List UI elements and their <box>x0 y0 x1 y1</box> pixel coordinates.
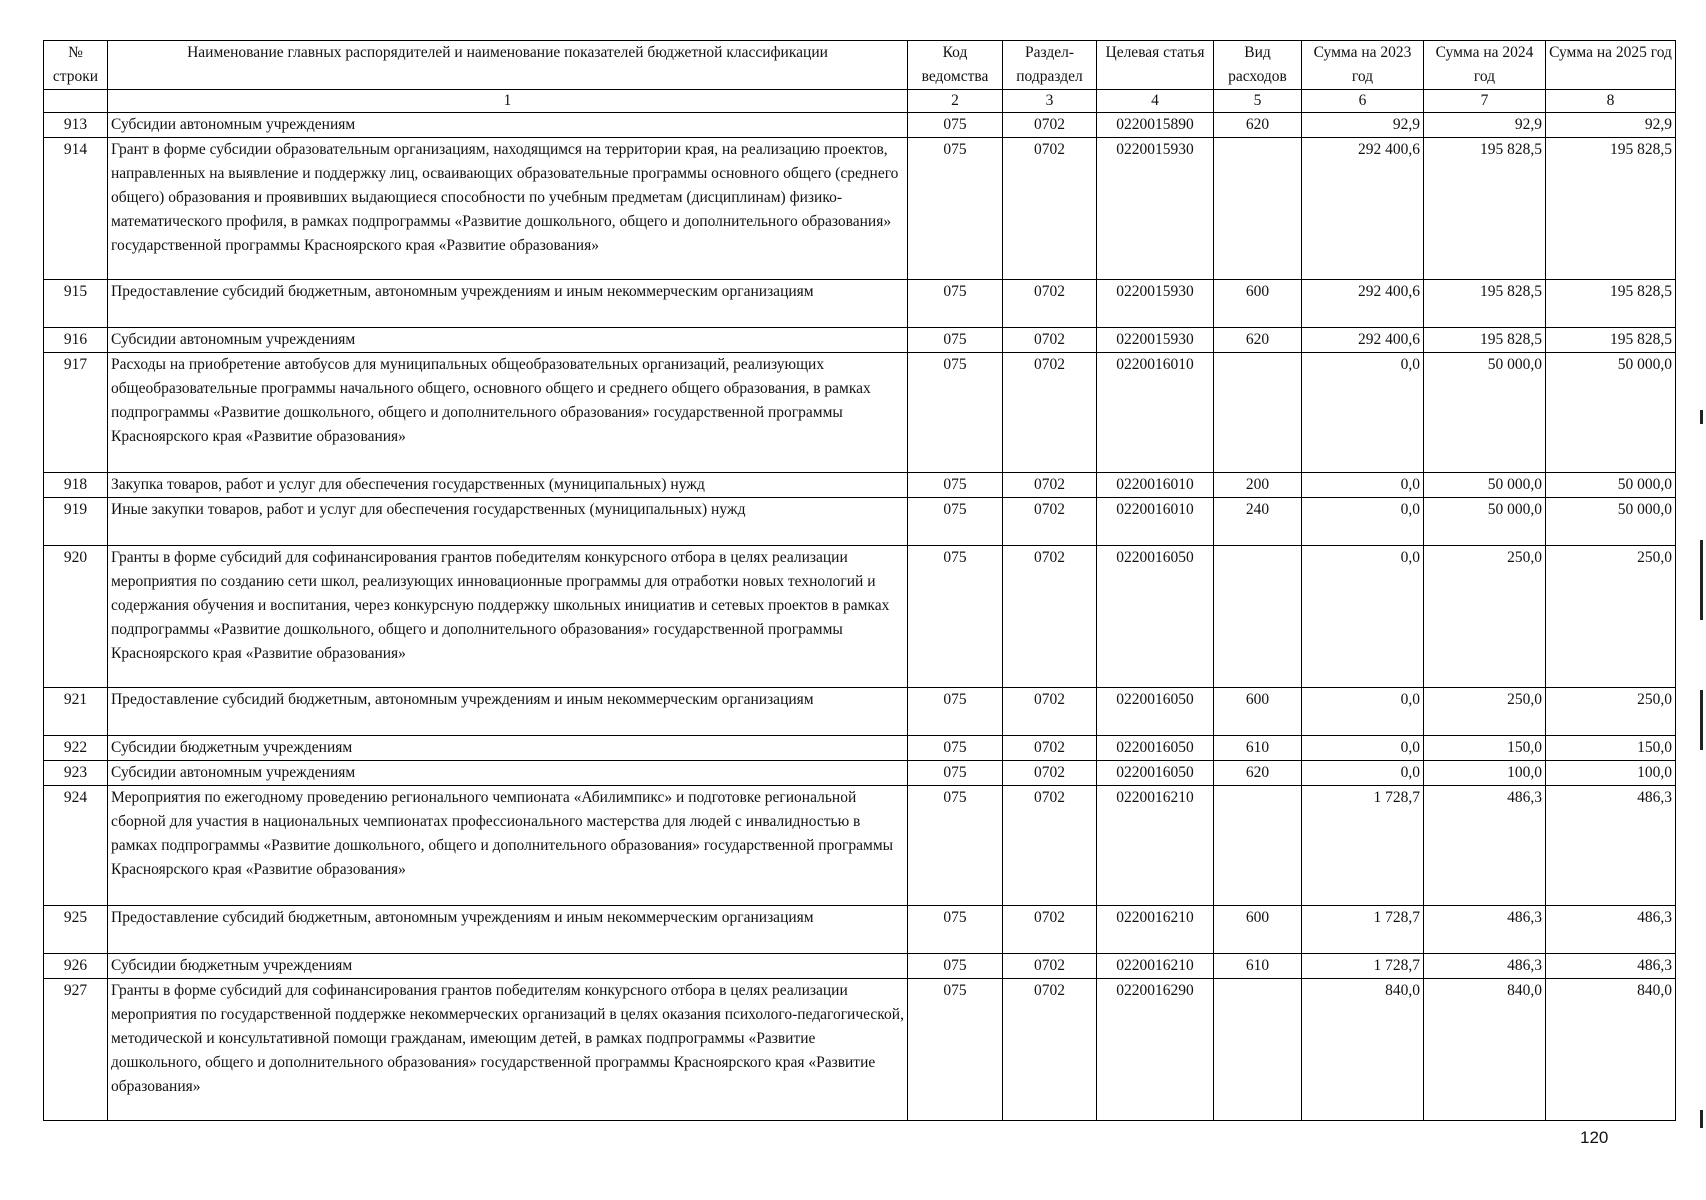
row-sum-2023: 292 400,6 <box>1302 138 1424 280</box>
column-number: 8 <box>1546 90 1676 113</box>
table-row <box>44 328 1676 353</box>
row-section: 0702 <box>1003 546 1097 688</box>
row-sum-2025: 486,3 <box>1546 954 1676 979</box>
row-sum-2025: 486,3 <box>1546 906 1676 954</box>
header-name: Наименование главных распорядителей и наименование показателей бюджетной классификации <box>108 41 908 90</box>
header-target: Целевая статья <box>1097 41 1214 90</box>
row-target: 0220016010 <box>1097 473 1214 498</box>
row-dept-code: 075 <box>908 498 1003 546</box>
row-number: 916 <box>44 328 108 353</box>
row-name: Предоставление субсидий бюджетным, автономным учреждениям и иным некоммерческим организациям <box>108 906 908 954</box>
row-sum-2024: 486,3 <box>1424 786 1546 906</box>
row-sum-2025: 250,0 <box>1546 688 1676 736</box>
row-name: Субсидии бюджетным учреждениям <box>108 954 908 979</box>
scan-edge-mark <box>1700 410 1703 424</box>
row-dept-code: 075 <box>908 688 1003 736</box>
row-sum-2024: 92,9 <box>1424 113 1546 138</box>
row-name: Грант в форме субсидии образовательным организациям, находящимся на территории края, на реализацию проектов, направленных на выявление и поддержку лиц, осваивающих образовательные программы основного общего (среднего общего) образования и проявивших выдающиеся способности по учебным предметам (дисциплинам) физико-математического профиля, в рамках подпрограммы «Развитие дошкольного, общего и дополнительного образования» государственной программы Красноярского края «Развитие образования» <box>108 138 908 280</box>
row-sum-2023: 0,0 <box>1302 546 1424 688</box>
table-row <box>44 138 1676 280</box>
row-section: 0702 <box>1003 688 1097 736</box>
row-dept-code: 075 <box>908 761 1003 786</box>
row-sum-2025: 150,0 <box>1546 736 1676 761</box>
row-target: 0220016050 <box>1097 546 1214 688</box>
row-dept-code: 075 <box>908 353 1003 473</box>
scan-edge-mark <box>1700 690 1703 750</box>
row-sum-2023: 0,0 <box>1302 736 1424 761</box>
row-target: 0220016050 <box>1097 688 1214 736</box>
row-sum-2023: 292 400,6 <box>1302 328 1424 353</box>
row-sum-2025: 50 000,0 <box>1546 498 1676 546</box>
row-exp-type <box>1214 353 1302 473</box>
row-dept-code: 075 <box>908 546 1003 688</box>
row-sum-2024: 50 000,0 <box>1424 473 1546 498</box>
row-sum-2025: 195 828,5 <box>1546 328 1676 353</box>
row-section: 0702 <box>1003 736 1097 761</box>
row-target: 0220015930 <box>1097 138 1214 280</box>
row-target: 0220016290 <box>1097 979 1214 1121</box>
row-exp-type <box>1214 138 1302 280</box>
column-number: 5 <box>1214 90 1302 113</box>
row-section: 0702 <box>1003 328 1097 353</box>
header-exp-type: Вид расходов <box>1214 41 1302 90</box>
row-section: 0702 <box>1003 353 1097 473</box>
table-row <box>44 473 1676 498</box>
row-dept-code: 075 <box>908 736 1003 761</box>
row-number: 919 <box>44 498 108 546</box>
row-sum-2023: 92,9 <box>1302 113 1424 138</box>
row-section: 0702 <box>1003 979 1097 1121</box>
row-target: 0220016050 <box>1097 761 1214 786</box>
row-exp-type: 600 <box>1214 906 1302 954</box>
header-section: Раздел-подраздел <box>1003 41 1097 90</box>
row-name: Предоставление субсидий бюджетным, автономным учреждениям и иным некоммерческим организациям <box>108 280 908 328</box>
header-dept-code: Код ведомства <box>908 41 1003 90</box>
row-sum-2025: 50 000,0 <box>1546 353 1676 473</box>
column-number: 7 <box>1424 90 1546 113</box>
budget-table <box>43 40 1676 1121</box>
row-exp-type <box>1214 786 1302 906</box>
row-sum-2025: 486,3 <box>1546 786 1676 906</box>
table-header <box>44 41 1676 113</box>
row-exp-type: 600 <box>1214 688 1302 736</box>
table-row <box>44 979 1676 1121</box>
row-number: 926 <box>44 954 108 979</box>
row-number: 917 <box>44 353 108 473</box>
row-sum-2024: 840,0 <box>1424 979 1546 1121</box>
table-row <box>44 546 1676 688</box>
row-sum-2023: 0,0 <box>1302 688 1424 736</box>
row-sum-2024: 486,3 <box>1424 954 1546 979</box>
column-number: 1 <box>108 90 908 113</box>
row-sum-2023: 1 728,7 <box>1302 786 1424 906</box>
row-sum-2025: 195 828,5 <box>1546 280 1676 328</box>
column-number: 2 <box>908 90 1003 113</box>
row-section: 0702 <box>1003 138 1097 280</box>
row-dept-code: 075 <box>908 113 1003 138</box>
row-target: 0220015930 <box>1097 280 1214 328</box>
row-dept-code: 075 <box>908 954 1003 979</box>
row-exp-type: 610 <box>1214 736 1302 761</box>
header-sum-2023: Сумма на 2023 год <box>1302 41 1424 90</box>
row-name: Предоставление субсидий бюджетным, автономным учреждениям и иным некоммерческим организациям <box>108 688 908 736</box>
row-target: 0220015890 <box>1097 113 1214 138</box>
row-target: 0220016050 <box>1097 736 1214 761</box>
row-exp-type: 240 <box>1214 498 1302 546</box>
column-number: 4 <box>1097 90 1214 113</box>
row-name: Иные закупки товаров, работ и услуг для обеспечения государственных (муниципальных) нужд <box>108 498 908 546</box>
row-number: 924 <box>44 786 108 906</box>
row-dept-code: 075 <box>908 906 1003 954</box>
row-name: Субсидии автономным учреждениям <box>108 328 908 353</box>
column-number-blank <box>44 90 108 113</box>
row-dept-code: 075 <box>908 473 1003 498</box>
table-row <box>44 954 1676 979</box>
row-section: 0702 <box>1003 761 1097 786</box>
row-number: 915 <box>44 280 108 328</box>
row-dept-code: 075 <box>908 280 1003 328</box>
row-sum-2024: 100,0 <box>1424 761 1546 786</box>
row-exp-type: 620 <box>1214 761 1302 786</box>
row-sum-2025: 100,0 <box>1546 761 1676 786</box>
row-number: 914 <box>44 138 108 280</box>
row-number: 925 <box>44 906 108 954</box>
row-section: 0702 <box>1003 280 1097 328</box>
row-sum-2023: 1 728,7 <box>1302 954 1424 979</box>
scan-edge-mark <box>1700 540 1703 620</box>
row-number: 921 <box>44 688 108 736</box>
row-dept-code: 075 <box>908 328 1003 353</box>
table-row <box>44 498 1676 546</box>
row-sum-2023: 0,0 <box>1302 498 1424 546</box>
row-sum-2023: 1 728,7 <box>1302 906 1424 954</box>
table-body <box>44 113 1676 1121</box>
row-sum-2024: 250,0 <box>1424 546 1546 688</box>
row-name: Субсидии бюджетным учреждениям <box>108 736 908 761</box>
row-target: 0220016210 <box>1097 906 1214 954</box>
row-section: 0702 <box>1003 113 1097 138</box>
row-exp-type <box>1214 979 1302 1121</box>
table-row <box>44 353 1676 473</box>
row-target: 0220016010 <box>1097 353 1214 473</box>
row-section: 0702 <box>1003 786 1097 906</box>
row-name: Закупка товаров, работ и услуг для обеспечения государственных (муниципальных) нужд <box>108 473 908 498</box>
row-target: 0220016210 <box>1097 954 1214 979</box>
row-name: Расходы на приобретение автобусов для муниципальных общеобразовательных организаций, реализующих общеобразовательные программы начального общего, основного общего и среднего общего образования, в рамках подпрограммы «Развитие дошкольного, общего и дополнительного образования» государственной программы Красноярского края «Развитие образования» <box>108 353 908 473</box>
row-name: Гранты в форме субсидий для софинансирования грантов победителям конкурсного отбора в целях реализации мероприятия по созданию сети школ, реализующих инновационные программы для отработки новых технологий и содержания обучения и воспитания, через конкурсную поддержку школьных инициатив и сетевых проектов в рамках подпрограммы «Развитие дошкольного, общего и дополнительного образования» государственной программы Красноярского края «Развитие образования» <box>108 546 908 688</box>
table-row <box>44 761 1676 786</box>
row-section: 0702 <box>1003 906 1097 954</box>
row-sum-2023: 0,0 <box>1302 353 1424 473</box>
column-number: 6 <box>1302 90 1424 113</box>
table-row <box>44 113 1676 138</box>
row-section: 0702 <box>1003 473 1097 498</box>
page-number: 120 <box>1580 1128 1609 1147</box>
row-number: 927 <box>44 979 108 1121</box>
row-sum-2024: 150,0 <box>1424 736 1546 761</box>
table-row <box>44 736 1676 761</box>
row-name: Субсидии автономным учреждениям <box>108 113 908 138</box>
row-exp-type: 600 <box>1214 280 1302 328</box>
table-row <box>44 906 1676 954</box>
row-number: 923 <box>44 761 108 786</box>
row-exp-type: 620 <box>1214 328 1302 353</box>
row-sum-2023: 292 400,6 <box>1302 280 1424 328</box>
row-exp-type <box>1214 546 1302 688</box>
row-target: 0220016210 <box>1097 786 1214 906</box>
row-sum-2025: 840,0 <box>1546 979 1676 1121</box>
row-dept-code: 075 <box>908 979 1003 1121</box>
row-target: 0220016010 <box>1097 498 1214 546</box>
row-number: 913 <box>44 113 108 138</box>
row-sum-2025: 250,0 <box>1546 546 1676 688</box>
row-sum-2024: 486,3 <box>1424 906 1546 954</box>
row-target: 0220015930 <box>1097 328 1214 353</box>
table-row <box>44 786 1676 906</box>
table-row <box>44 280 1676 328</box>
column-number: 3 <box>1003 90 1097 113</box>
row-dept-code: 075 <box>908 786 1003 906</box>
header-row-no: № строки <box>44 41 108 90</box>
row-sum-2025: 50 000,0 <box>1546 473 1676 498</box>
row-section: 0702 <box>1003 498 1097 546</box>
row-sum-2025: 92,9 <box>1546 113 1676 138</box>
scan-edge-mark <box>1700 1110 1703 1128</box>
row-exp-type: 610 <box>1214 954 1302 979</box>
row-sum-2024: 50 000,0 <box>1424 353 1546 473</box>
row-sum-2024: 50 000,0 <box>1424 498 1546 546</box>
row-sum-2024: 195 828,5 <box>1424 280 1546 328</box>
row-number: 922 <box>44 736 108 761</box>
row-exp-type: 200 <box>1214 473 1302 498</box>
table-row <box>44 688 1676 736</box>
row-number: 918 <box>44 473 108 498</box>
row-exp-type: 620 <box>1214 113 1302 138</box>
row-name: Гранты в форме субсидий для софинансирования грантов победителям конкурсного отбора в целях реализации мероприятия по государственной поддержке некоммерческих организаций в целях оказания психолого-педагогической, методической и консультативной помощи гражданам, имеющим детей, в рамках подпрограммы «Развитие дошкольного, общего и дополнительного образования» государственной программы Красноярского края «Развитие образования» <box>108 979 908 1121</box>
row-sum-2025: 195 828,5 <box>1546 138 1676 280</box>
row-number: 920 <box>44 546 108 688</box>
row-sum-2023: 0,0 <box>1302 473 1424 498</box>
row-name: Субсидии автономным учреждениям <box>108 761 908 786</box>
row-sum-2024: 195 828,5 <box>1424 138 1546 280</box>
row-section: 0702 <box>1003 954 1097 979</box>
row-name: Мероприятия по ежегодному проведению регионального чемпионата «Абилимпикс» и подготовке региональной сборной для участия в национальных чемпионатах профессионального мастерства для людей с инвалидностью в рамках подпрограммы «Развитие дошкольного, общего и дополнительного образования» государственной программы Красноярского края «Развитие образования» <box>108 786 908 906</box>
row-sum-2023: 840,0 <box>1302 979 1424 1121</box>
header-sum-2024: Сумма на 2024 год <box>1424 41 1546 90</box>
header-sum-2025: Сумма на 2025 год <box>1546 41 1676 90</box>
row-sum-2024: 195 828,5 <box>1424 328 1546 353</box>
row-sum-2023: 0,0 <box>1302 761 1424 786</box>
row-dept-code: 075 <box>908 138 1003 280</box>
row-sum-2024: 250,0 <box>1424 688 1546 736</box>
